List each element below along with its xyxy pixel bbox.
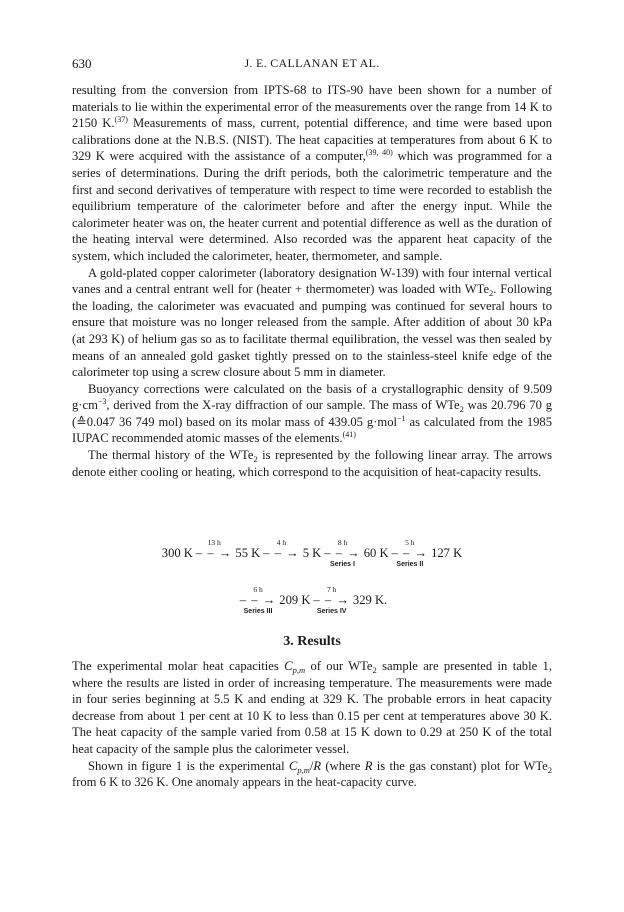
temperature-value: 300 K — [161, 546, 193, 560]
arrow-series-label: Series III — [243, 608, 273, 615]
paragraph-thermal-history: The thermal history of the WTe$_2$ is represented by the following linear array. The arrows denote either cooling or heating, which correspond to the acquisition of heat-capacity results. — [72, 448, 552, 479]
dashed-arrow-icon: – – → — [195, 546, 233, 560]
thermal-history-sequence — [237, 585, 387, 616]
history-arrow — [324, 538, 360, 569]
paragraph-calorimeter: A gold-plated copper calorimeter (laboratory designation W-139) with four internal vertical vanes and a central entrant well for (heater + thermometer) was loaded with WTe$_2$. Following the loading, the calorimeter was evacuated and pumping was continued for several hours to ensure that moisture was no longer released from the sample. After addition of about 30 kPa (at 293 K) of helium gas so as to facilitate thermal equilibration, the vessel was then sealed by means of an annealed gold gasket tightly pressed on to the stainless-steel knife edge of the calorimeter top using a screw closure about 5 mm in diameter. — [72, 265, 552, 380]
arrow-duration-label: 4 h — [276, 538, 287, 547]
arrow-duration-label: 8 h — [337, 538, 348, 547]
temperature-value: 5 K — [302, 546, 322, 560]
history-arrow — [196, 538, 232, 569]
history-arrow — [263, 538, 299, 569]
body-text-top — [72, 82, 552, 480]
arrow-duration-label: 13 h — [207, 538, 221, 547]
dashed-arrow-icon: – – → — [239, 593, 277, 607]
temperature-value: 209 K — [279, 593, 311, 607]
thermal-history-row-1 — [72, 538, 552, 569]
page-number: 630 — [72, 56, 92, 71]
arrow-duration-label: 6 h — [253, 585, 263, 594]
dashed-arrow-icon: – – → — [263, 546, 300, 560]
dashed-arrow-icon: – – → — [391, 546, 429, 560]
temperature-value: 55 K — [235, 546, 261, 560]
running-head: J. E. CALLANAN ET AL. — [244, 56, 380, 70]
temperature-value: 329 K. — [352, 593, 388, 607]
history-arrow — [240, 585, 276, 616]
paragraph-calibration: resulting from the conversion from IPTS-68 to ITS-90 have been shown for a number of materials to lie within the experimental error of the measurements over the range from 14 K to 2150 K.$^{(37)}$ Measurements of mass, current, potential difference, and time were based upon calibrations done at the N.B.S. (NIST). The heat capacities at temperatures from about 6 K to 329 K were acquired with the assistance of a computer,$^{(39, 40)}$ which was programmed for a series of determinations. During the drift periods, both the calorimetric temperature and the first and second derivatives of temperature with respect to time were recorded to establish the equilibrium temperature of the calorimeter before and after the energy input. While the calorimeter heater was on, the heater current and potential difference as well as the duration of the heating interval were determined. Also recorded was the apparent heat capacity of the system, which included the calorimeter, heater, thermometer, and sample. — [72, 83, 553, 263]
thermal-history-sequence — [162, 538, 462, 569]
arrow-duration-label: 7 h — [326, 585, 337, 594]
section-heading: 3. Results — [283, 634, 341, 649]
body-text-results — [72, 658, 552, 791]
arrow-series-label: Series IV — [316, 608, 347, 615]
history-arrow — [392, 538, 428, 569]
arrow-series-label: Series II — [396, 561, 424, 568]
temperature-value: 60 K — [363, 546, 389, 560]
arrow-series-label: Series I — [330, 561, 355, 568]
paragraph-figure-reference: Shown in figure 1 is the experimental $C_{p,m}/R$ (where R is the gas constant) plot for WTe$_2$ from 6 K to 326 K. One anomaly appears in the heat-capacity curve. — [72, 758, 552, 790]
history-arrow — [313, 585, 349, 616]
citation: (39, 40) — [365, 148, 393, 158]
paragraph-results: The experimental molar heat capacities $C_{p,m}$ of our WTe$_2$ sample are presented in table 1, where the results are listed in order of increasing temperature. The measurements were made in four series beginning at 5.5 K and ending at 329 K. The probable errors in heat capacity decrease from about 1 per cent at 10 K to less than 0.15 per cent at temperatures above 30 K. The heat capacity of the sample varied from 0.58 at 15 K down to 0.29 at 250 K of the total heat capacity of the sample plus the calorimeter vessel. — [72, 659, 552, 756]
dashed-arrow-icon: – – → — [313, 593, 350, 607]
citation: (37) — [114, 115, 128, 125]
dashed-arrow-icon: – – → — [324, 546, 361, 560]
page-header — [72, 56, 552, 72]
thermal-history-row-2 — [72, 581, 552, 616]
arrow-duration-label: 5 h — [405, 538, 415, 547]
temperature-value: 127 K — [431, 546, 463, 560]
paragraph-buoyancy: Buoyancy corrections were calculated on the basis of a crystallographic density of 9.509 $g\cdot cm^{-3}$, derived from the X-ray diffraction of our sample. The mass of WTe$_2$ was 20.796 70 g (≙0.047 36 749 mol) based on its molar mass of 439.05 g·mol$^{-1}$ as calculated from the 1985 IUPAC recommended atomic masses of the elements.$^{(41)}$ — [72, 381, 553, 446]
citation: (41) — [342, 430, 356, 440]
